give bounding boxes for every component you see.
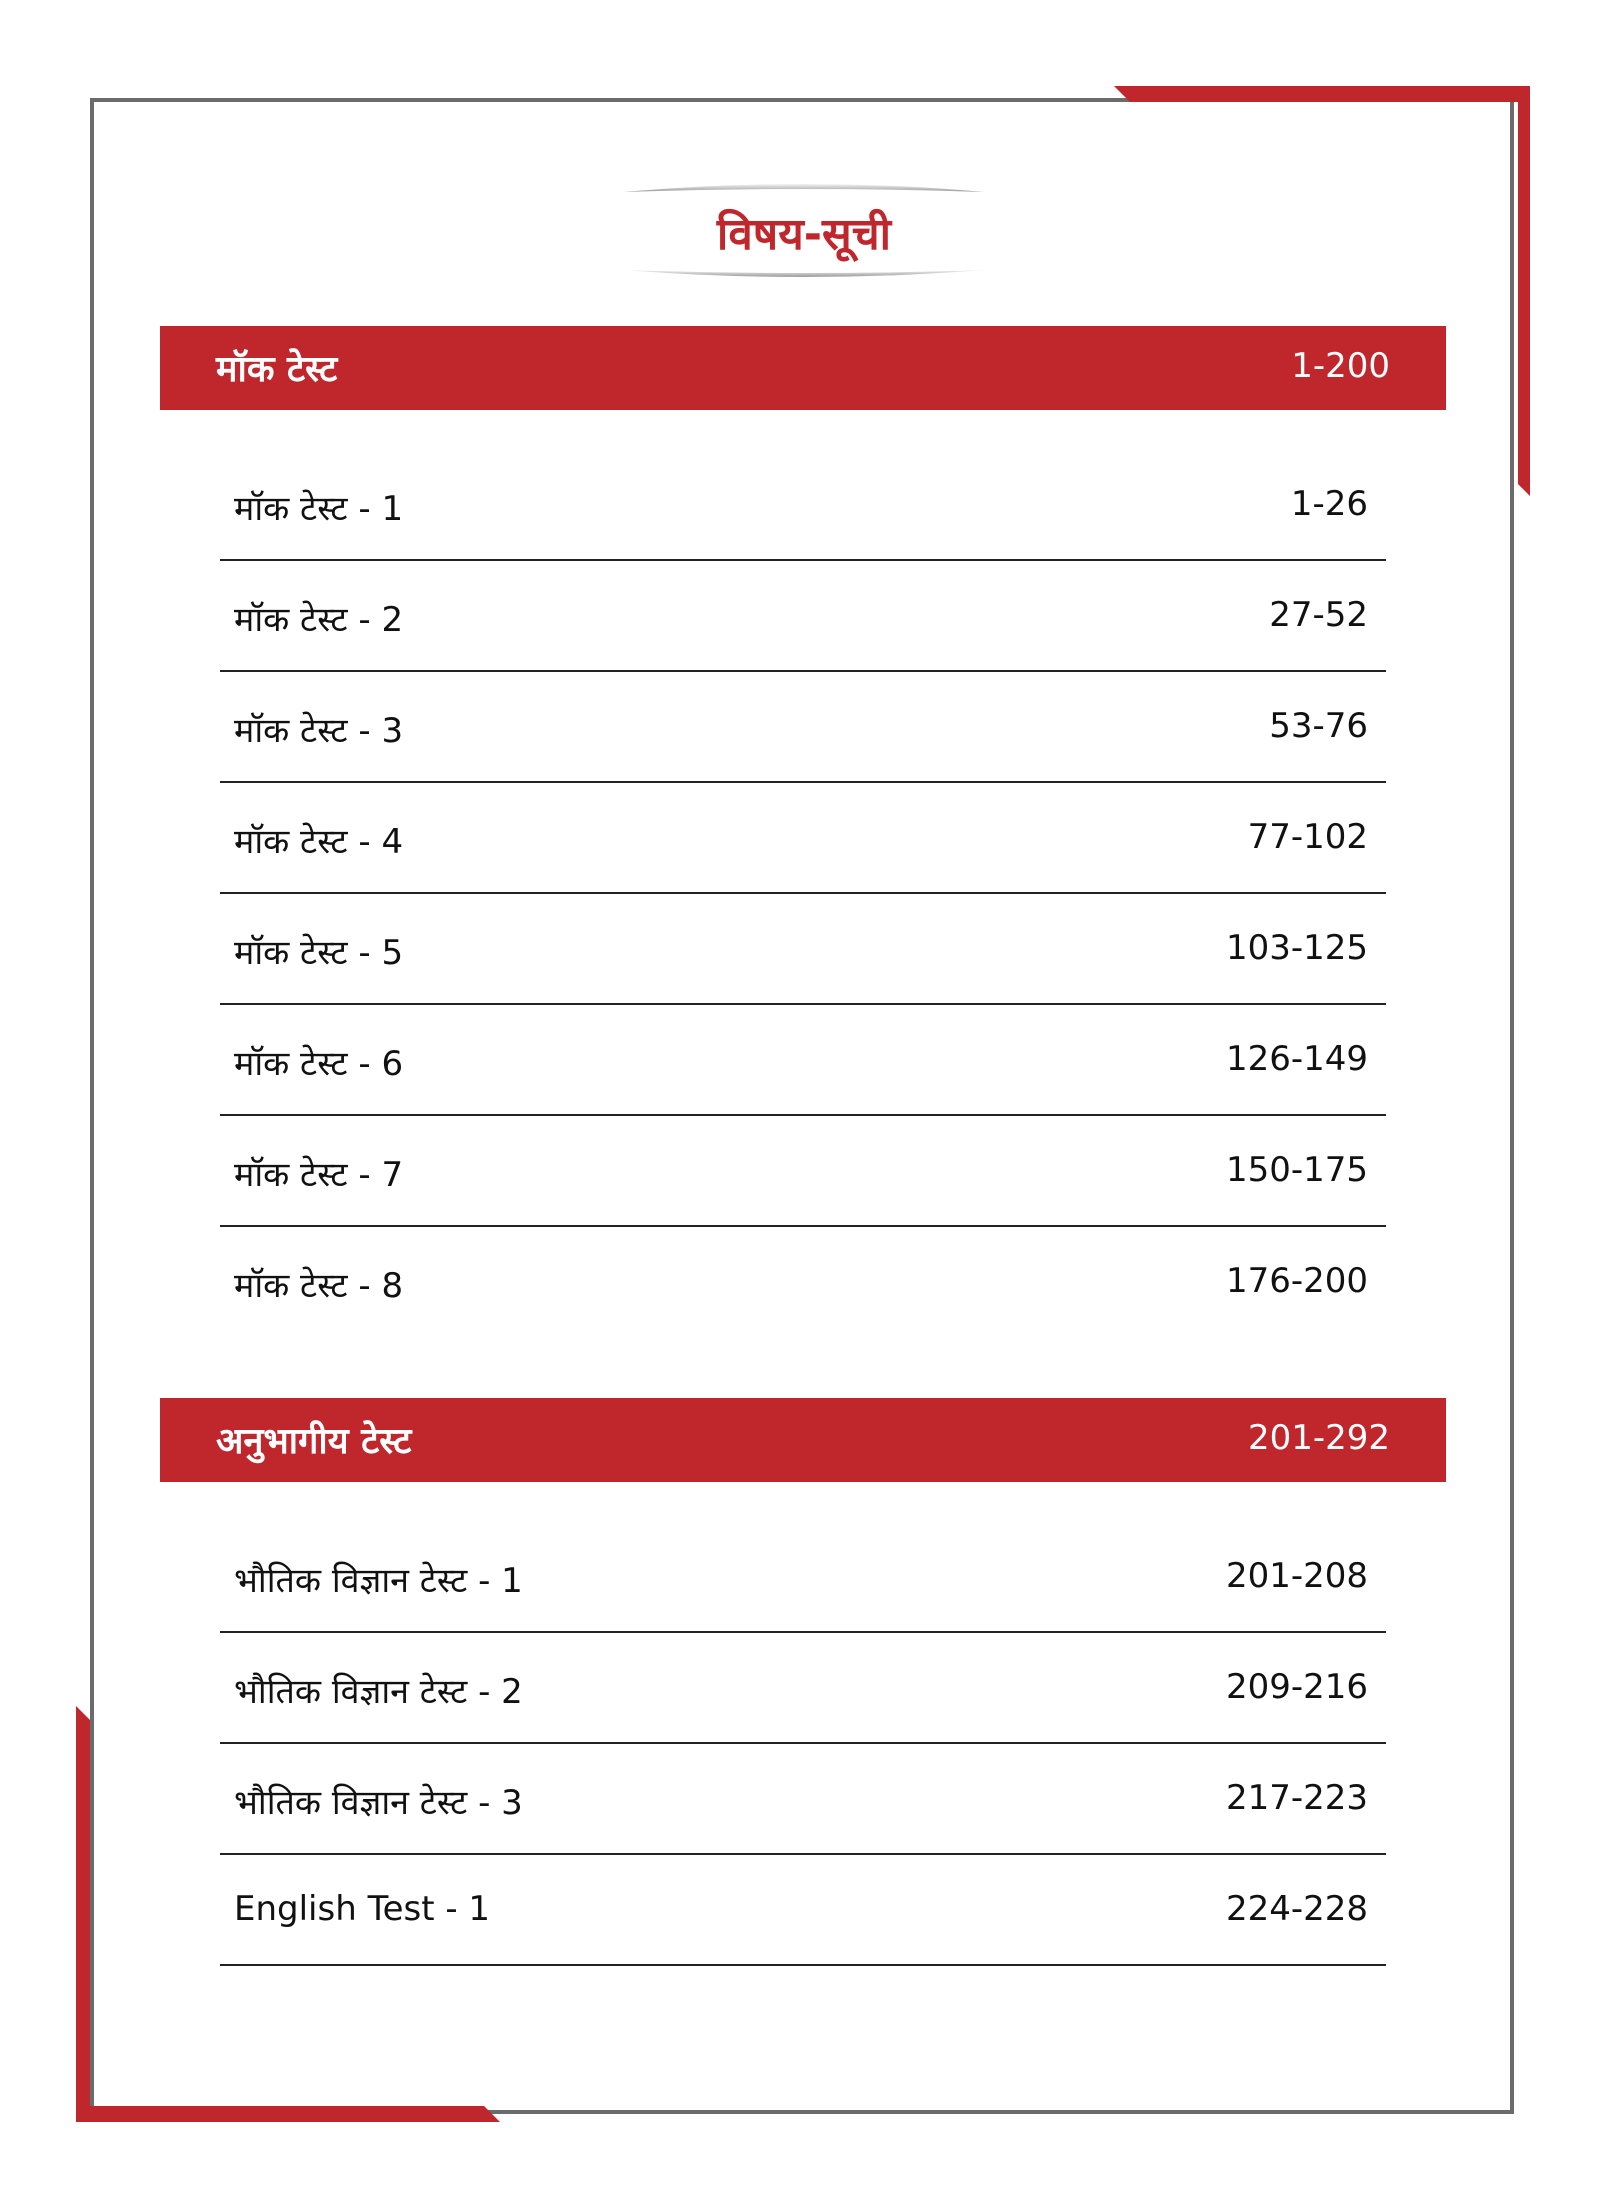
toc-entry-pages: 126-149 xyxy=(1225,1039,1368,1079)
toc-row[interactable] xyxy=(220,1522,1386,1633)
toc-entry-label: मॉक टेस्ट - 3 xyxy=(234,711,404,751)
toc-title-badge xyxy=(620,178,988,284)
toc-entry-label: मॉक टेस्ट - 4 xyxy=(234,822,404,862)
toc-row[interactable] xyxy=(220,1227,1386,1338)
toc-entry-label: English Test - 1 xyxy=(234,1889,491,1929)
toc-row[interactable] xyxy=(220,450,1386,561)
toc-row[interactable] xyxy=(220,1116,1386,1227)
toc-entry-label: मॉक टेस्ट - 1 xyxy=(234,489,404,529)
toc-entry-pages: 77-102 xyxy=(1247,817,1368,857)
toc-title: विषय-सूची xyxy=(716,209,892,260)
toc-entry-label: भौतिक विज्ञान टेस्ट - 2 xyxy=(234,1672,523,1712)
toc-row[interactable] xyxy=(220,561,1386,672)
toc-entry-label: भौतिक विज्ञान टेस्ट - 1 xyxy=(234,1561,523,1601)
toc-entry-label: मॉक टेस्ट - 5 xyxy=(234,933,404,973)
section-header-sectional-tests xyxy=(160,1398,1446,1482)
toc-entry-pages: 1-26 xyxy=(1290,484,1368,524)
toc-entry-pages: 224-228 xyxy=(1225,1889,1368,1929)
toc-entry-label: मॉक टेस्ट - 7 xyxy=(234,1155,404,1195)
toc-entry-label: मॉक टेस्ट - 6 xyxy=(234,1044,404,1084)
top-right-corner-accent xyxy=(1100,86,1530,506)
toc-row[interactable] xyxy=(220,1005,1386,1116)
toc-entry-pages: 53-76 xyxy=(1269,706,1368,746)
toc-row[interactable] xyxy=(220,672,1386,783)
toc-row[interactable] xyxy=(220,1855,1386,1966)
section-title: मॉक टेस्ट xyxy=(216,349,338,390)
toc-entry-label: भौतिक विज्ञान टेस्ट - 3 xyxy=(234,1783,523,1823)
toc-row[interactable] xyxy=(220,1633,1386,1744)
toc-entry-label: मॉक टेस्ट - 2 xyxy=(234,600,404,640)
toc-row[interactable] xyxy=(220,894,1386,1005)
toc-row[interactable] xyxy=(220,1744,1386,1855)
section-page-range: 1-200 xyxy=(1291,346,1390,386)
toc-entry-pages: 201-208 xyxy=(1225,1556,1368,1596)
section-header-mock-tests xyxy=(160,326,1446,410)
toc-entry-label: मॉक टेस्ट - 8 xyxy=(234,1266,404,1306)
toc-entry-pages: 217-223 xyxy=(1225,1778,1368,1818)
section-page-range: 201-292 xyxy=(1247,1418,1390,1458)
section-title: अनुभागीय टेस्ट xyxy=(216,1421,412,1462)
toc-entry-pages: 176-200 xyxy=(1225,1261,1368,1301)
toc-entry-pages: 103-125 xyxy=(1225,928,1368,968)
toc-row[interactable] xyxy=(220,783,1386,894)
toc-entry-pages: 150-175 xyxy=(1225,1150,1368,1190)
toc-entry-pages: 27-52 xyxy=(1269,595,1368,635)
toc-entry-pages: 209-216 xyxy=(1225,1667,1368,1707)
